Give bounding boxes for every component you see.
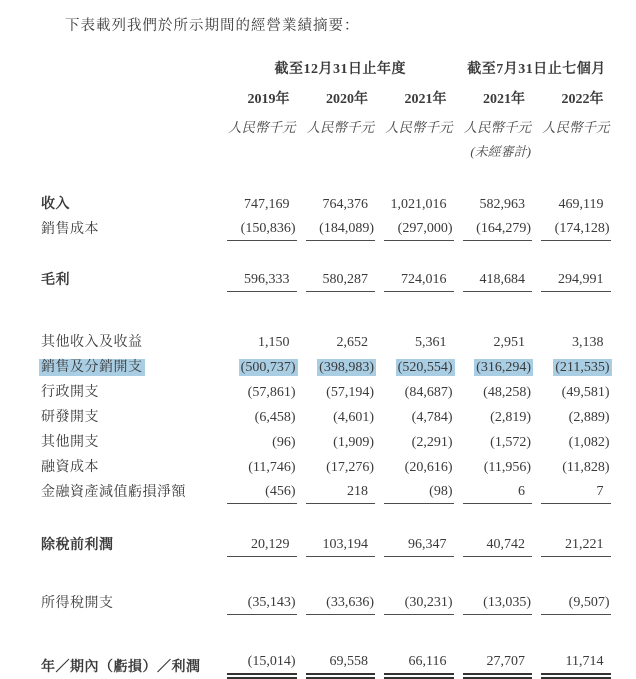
- cell-value: (11,956): [483, 460, 531, 475]
- cell-value: (2,819): [490, 410, 531, 425]
- cell-value: 11,714: [541, 653, 611, 679]
- highlight-chip: (398,983): [319, 360, 374, 375]
- cell-value: (35,143): [227, 590, 297, 615]
- table-row-selling-distribution-expenses: [40, 354, 611, 379]
- cell-value: 2,652: [336, 335, 368, 350]
- cell-value: (456): [227, 479, 297, 504]
- unit-header: 人民幣千元: [542, 120, 610, 135]
- cell-value: (49,581): [561, 385, 610, 400]
- cell-value: (9,507): [541, 590, 611, 615]
- highlight-chip: (316,294): [476, 360, 531, 375]
- cell-value: 294,991: [541, 267, 611, 292]
- table-row-other-expenses: [40, 429, 611, 454]
- unit-header: 人民幣千元: [385, 120, 453, 135]
- row-label: [40, 354, 218, 379]
- spacer-row: [40, 557, 611, 590]
- cell-value: 764,376: [322, 197, 368, 212]
- table-row-profit-before-tax: [40, 532, 611, 557]
- year-header: 2020年: [326, 92, 368, 107]
- cell-value: (297,000): [384, 216, 454, 241]
- cell-value: 40,742: [463, 532, 533, 557]
- cell-value: 66,116: [384, 653, 454, 679]
- cell-value: 596,333: [227, 267, 297, 292]
- cell-value: (57,194): [326, 385, 374, 400]
- cell-value: 580,287: [306, 267, 376, 292]
- unit-header: 人民幣千元: [463, 120, 531, 135]
- row-label: 金融資產減值虧損淨額: [41, 485, 186, 500]
- cell-value: (1,909): [333, 435, 374, 450]
- highlight-chip: (211,535): [555, 360, 610, 375]
- unit-header-row: [40, 109, 611, 137]
- cell-value: [306, 354, 376, 379]
- table-row-administrative-expenses: [40, 379, 611, 404]
- cell-value: [541, 354, 611, 379]
- table-row-revenue: [40, 161, 611, 216]
- spacer-row: [40, 241, 611, 267]
- cell-value: (6,458): [254, 410, 296, 425]
- cell-value: (33,636): [306, 590, 376, 615]
- cell-value: 96,347: [384, 532, 454, 557]
- cell-value: 69,558: [306, 653, 376, 679]
- cell-value: 27,707: [463, 653, 533, 679]
- cell-value: 724,016: [384, 267, 454, 292]
- table-row-profit-for-period: [40, 653, 611, 679]
- row-label: 融資成本: [41, 460, 99, 475]
- cell-value: 418,684: [463, 267, 533, 292]
- cell-value: 7: [541, 479, 611, 504]
- cell-value: [227, 354, 297, 379]
- cell-value: 582,963: [479, 197, 525, 212]
- cell-value: (13,035): [463, 590, 533, 615]
- cell-value: (17,276): [326, 460, 374, 475]
- cell-value: (11,746): [248, 460, 296, 475]
- table-row-rd-expenses: [40, 404, 611, 429]
- cell-value: [384, 354, 454, 379]
- table-row-cost-of-sales: [40, 216, 611, 241]
- spacer-row: [40, 292, 611, 329]
- year-header: 2021年: [483, 92, 525, 107]
- cell-value: 6: [463, 479, 533, 504]
- row-label: 研發開支: [41, 410, 99, 425]
- cell-value: 21,221: [541, 532, 611, 557]
- cell-value: 103,194: [306, 532, 376, 557]
- cell-value: (48,258): [483, 385, 531, 400]
- row-label: 銷售成本: [41, 222, 99, 237]
- period-group-row: [40, 51, 611, 79]
- cell-value: 5,361: [415, 335, 447, 350]
- cell-value: (11,828): [562, 460, 610, 475]
- cell-value: 1,150: [258, 335, 290, 350]
- spacer-row: [40, 504, 611, 532]
- row-label: 其他收入及收益: [41, 335, 143, 350]
- cell-value: (2,889): [568, 410, 610, 425]
- cell-value: (1,082): [568, 435, 610, 450]
- highlight-chip: 銷售及分銷開支: [41, 360, 143, 375]
- table-row-finance-costs: [40, 454, 611, 479]
- operating-results-table: [31, 51, 620, 679]
- cell-value: (174,128): [541, 216, 611, 241]
- cell-value: 218: [306, 479, 376, 504]
- cell-value: 20,129: [227, 532, 297, 557]
- highlight-chip: (500,737): [240, 360, 296, 375]
- row-label: 收入: [41, 197, 70, 212]
- unaudited-note-row: [40, 137, 611, 161]
- cell-value: (20,616): [404, 460, 453, 475]
- cell-value: 2,951: [493, 335, 525, 350]
- row-label: 年／期內（虧損）／利潤: [41, 660, 201, 675]
- cell-value: (30,231): [384, 590, 454, 615]
- row-label: 所得稅開支: [41, 596, 114, 611]
- cell-value: 469,119: [558, 197, 604, 212]
- cell-value: (98): [384, 479, 454, 504]
- cell-value: (84,687): [404, 385, 453, 400]
- unit-header: 人民幣千元: [228, 120, 296, 135]
- cell-value: (96): [272, 435, 296, 450]
- cell-value: (57,861): [247, 385, 296, 400]
- row-label: 毛利: [41, 273, 70, 288]
- spacer-row: [40, 615, 611, 653]
- table-row-income-tax-expense: [40, 590, 611, 615]
- cell-value: (2,291): [411, 435, 453, 450]
- cell-value: (164,279): [463, 216, 533, 241]
- cell-value: [463, 354, 533, 379]
- cell-value: (150,836): [227, 216, 297, 241]
- unit-header: 人民幣千元: [306, 120, 374, 135]
- cell-value: (4,601): [333, 410, 374, 425]
- year-header: 2021年: [404, 92, 447, 107]
- period-group-seven-months: 截至7月31日止七個月: [467, 62, 606, 77]
- table-row-other-income: [40, 329, 611, 354]
- period-group-annual: 截至12月31日止年度: [274, 62, 406, 77]
- row-label: 其他開支: [41, 435, 99, 450]
- highlight-chip: (520,554): [397, 360, 453, 375]
- cell-value: (15,014): [227, 653, 297, 679]
- cell-value: (184,089): [306, 216, 376, 241]
- cell-value: (4,784): [411, 410, 453, 425]
- cell-value: 1,021,016: [390, 197, 447, 212]
- year-header: 2019年: [247, 92, 290, 107]
- year-header-row: [40, 79, 611, 109]
- cell-value: 747,169: [244, 197, 290, 212]
- row-label: 行政開支: [41, 385, 99, 400]
- year-header: 2022年: [561, 92, 604, 107]
- cell-value: (1,572): [490, 435, 531, 450]
- table-caption: 下表載列我們於所示期間的經營業績摘要：: [65, 18, 360, 34]
- table-row-impairment-losses: [40, 479, 611, 504]
- unaudited-note: (未經審計): [470, 144, 531, 159]
- table-row-gross-profit: [40, 267, 611, 292]
- row-label: 除稅前利潤: [41, 538, 114, 553]
- cell-value: 3,138: [572, 335, 604, 350]
